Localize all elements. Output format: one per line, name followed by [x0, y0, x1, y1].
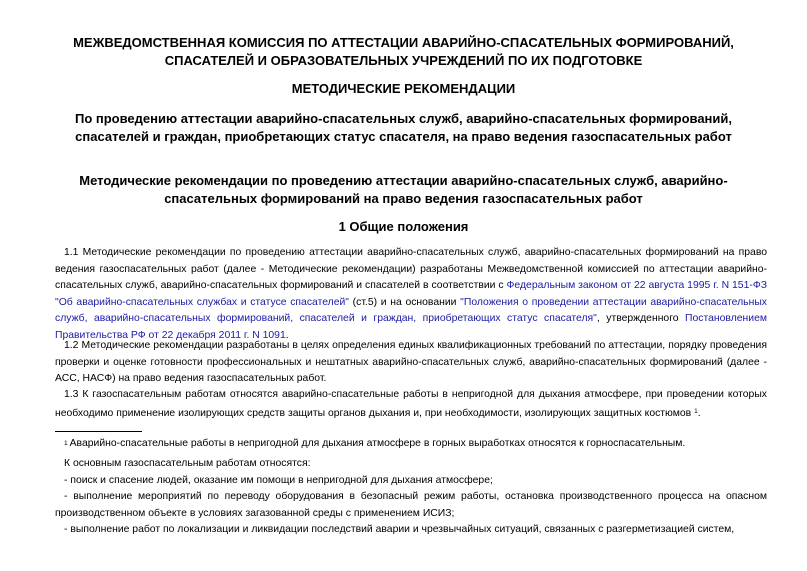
footnote-number: 1: [64, 440, 68, 447]
list-item: - поиск и спасение людей, оказание им помощи в непригодной для дыхания атмосфере;: [64, 474, 493, 486]
footnote-divider: [55, 431, 142, 432]
paragraph-1-2-text: 1.2 Методические рекомендации разработаны в целях определения единых квалификационных требований по аттестации, порядку проведения проверки и оценке готовности профессиональных и нештатных аварийно-спасательных служб, аварийно-спасательных формирований (далее - АСС, НАСФ) на право ведения газоспасательных работ.: [55, 340, 767, 384]
title-line-2: спасательных формирований на право ведения газоспасательных работ: [164, 191, 643, 206]
commission-line-2: СПАСАТЕЛЕЙ И ОБРАЗОВАТЕЛЬНЫХ УЧРЕЖДЕНИЙ ПО ИХ ПОДГОТОВКЕ: [164, 53, 643, 68]
paragraph-1-1-text-d: .: [285, 329, 289, 341]
doc-type-heading: МЕТОДИЧЕСКИЕ РЕКОМЕНДАЦИИ: [291, 81, 516, 96]
list-item: - выполнение работ по локализации и ликвидации последствий аварии и чрезвычайных ситуаций, связанных с разгерметизацией систем,: [64, 524, 735, 535]
paragraph-1-3-text: 1.3 К газоспасательным работам относятся аварийно-спасательные работы в непригодной для дыхания атмосфере, при проведении которых необходимо применение изолирующих средств защиты органов дыхания и, при необходимости, изолирующих защитных костюмов: [55, 389, 767, 419]
work-list: [55, 456, 767, 539]
subtitle-line-1: По проведению аттестации аварийно-спасательных служб, аварийно-спасательных формирований,: [74, 111, 733, 126]
subtitle-line-2: спасателей и граждан, приобретающих статус спасателя, на право ведения газоспасательных работ: [75, 129, 732, 144]
government-decree-link[interactable]: Постановлением Правительства РФ от 22 декабря 2011 г. N 1091: [55, 313, 767, 341]
paragraph-1-1-text-c: , утвержденного: [596, 313, 686, 324]
paragraph-1-1-text-b: (ст.5) и на основании: [348, 296, 461, 308]
commission-line-1: МЕЖВЕДОМСТВЕННАЯ КОМИССИЯ ПО АТТЕСТАЦИИ АВАРИЙНО-СПАСАТЕЛЬНЫХ ФОРМИРОВАНИЙ,: [73, 35, 734, 50]
footnote: [64, 436, 764, 452]
section-heading: 1 Общие положения: [338, 219, 469, 234]
federal-law-link[interactable]: Федеральным законом от 22 августа 1995 г. N 151-ФЗ "Об аварийно-спасательных службах и статусе спасателей": [55, 280, 767, 308]
paragraph-1-3: [55, 387, 767, 422]
paragraph-1-1-text-a: 1.1 Методические рекомендации по проведению аттестации аварийно-спасательных служб, аварийно-спасательных формирований на право ведения газоспасательных работ (далее - Методические рекомендации) разработаны Межведомственной комиссией по аттестации аварийно-спасательных служб, аварийно-спасательных формирований и спасателей в соответствии с: [55, 247, 767, 291]
footnote-text: Аварийно-спасательные работы в непригодной для дыхания атмосфере в горных выработках относятся к горноспасательным.: [69, 438, 686, 449]
paragraph-1-2: [55, 338, 767, 388]
commission-heading: [40, 34, 767, 70]
footnote-marker[interactable]: 1: [694, 407, 698, 415]
list-item: - выполнение мероприятий по переводу оборудования в безопасный режим работы, остановка производственного процесса на опасном производственном объекте в условиях загазованной среды с применением ИСИЗ;: [55, 491, 767, 519]
paragraph-1-1: [55, 245, 767, 344]
paragraph-1-3-end: .: [697, 407, 701, 419]
subtitle-heading: [40, 110, 767, 146]
list-intro: К основным газоспасательным работам относятся:: [64, 458, 311, 469]
document-title: [40, 172, 767, 208]
regulation-link[interactable]: "Положения о проведении аттестации аварийно-спасательных служб, аварийно-спасательных формирований, спасателей и граждан, приобретающих статус спасателя": [55, 296, 767, 324]
title-line-1: Методические рекомендации по проведению аттестации аварийно-спасательных служб, аварийно-: [79, 173, 728, 188]
